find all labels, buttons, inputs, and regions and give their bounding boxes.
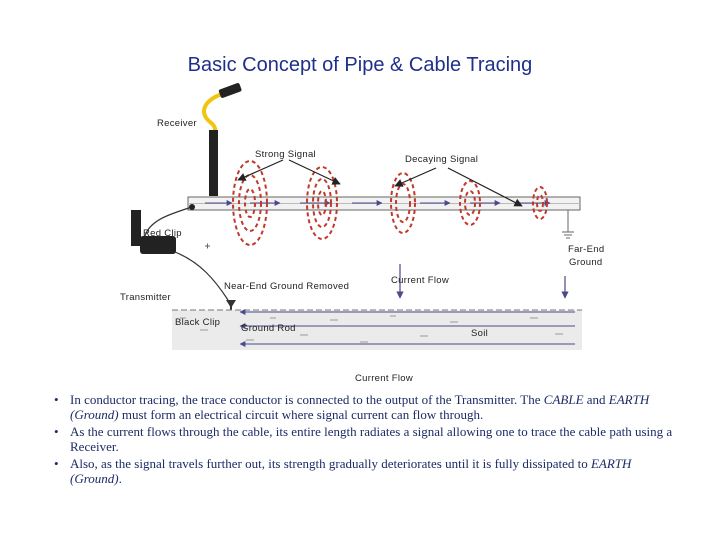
decaying-signal-label: Decaying Signal (405, 154, 479, 165)
bullet-list (54, 392, 674, 488)
near-end-ground-removed-label: Near-End Ground Removed (224, 281, 350, 292)
far-end-ground-label-1: Far-End (568, 244, 605, 255)
far-end-ground-label-2: Ground (569, 257, 603, 268)
soil-label: Soil (471, 328, 489, 339)
current-flow-bottom-label: Current Flow (355, 373, 413, 384)
bullet-item: • Also, as the signal travels further out, its strength gradually deteriorates until it is fully dissipated to EARTH (Ground). (54, 456, 632, 486)
transmitter (131, 204, 228, 300)
soil (172, 310, 582, 350)
ground-rod-label: Ground Rod (241, 323, 296, 334)
strong-signal-label: Strong Signal (255, 149, 316, 160)
bullet-item: • As the current flows through the cable, its entire length radiates a signal allowing one to trace the cable path using a Receiver. (54, 424, 673, 454)
cable (188, 197, 580, 238)
transmitter-label: Transmitter (120, 292, 171, 303)
receiver-cable (204, 94, 222, 132)
black-clip-label: Black Clip (175, 317, 221, 328)
receiver-label: Receiver (157, 118, 197, 129)
receiver-body (209, 130, 218, 196)
current-flow-top-label: Current Flow (391, 275, 449, 286)
bullet-item: • In conductor tracing, the trace conductor is connected to the output of the Transmitter. The CABLE and EARTH (Ground) must form an electrical circuit where signal current can flow through. (54, 392, 650, 422)
transmitter-panel (131, 210, 141, 246)
black-clip-lead (175, 252, 228, 300)
red-clip-label: Red Clip (143, 228, 182, 239)
page-title: Basic Concept of Pipe & Cable Tracing (187, 54, 533, 76)
receiver-handle (218, 82, 242, 98)
